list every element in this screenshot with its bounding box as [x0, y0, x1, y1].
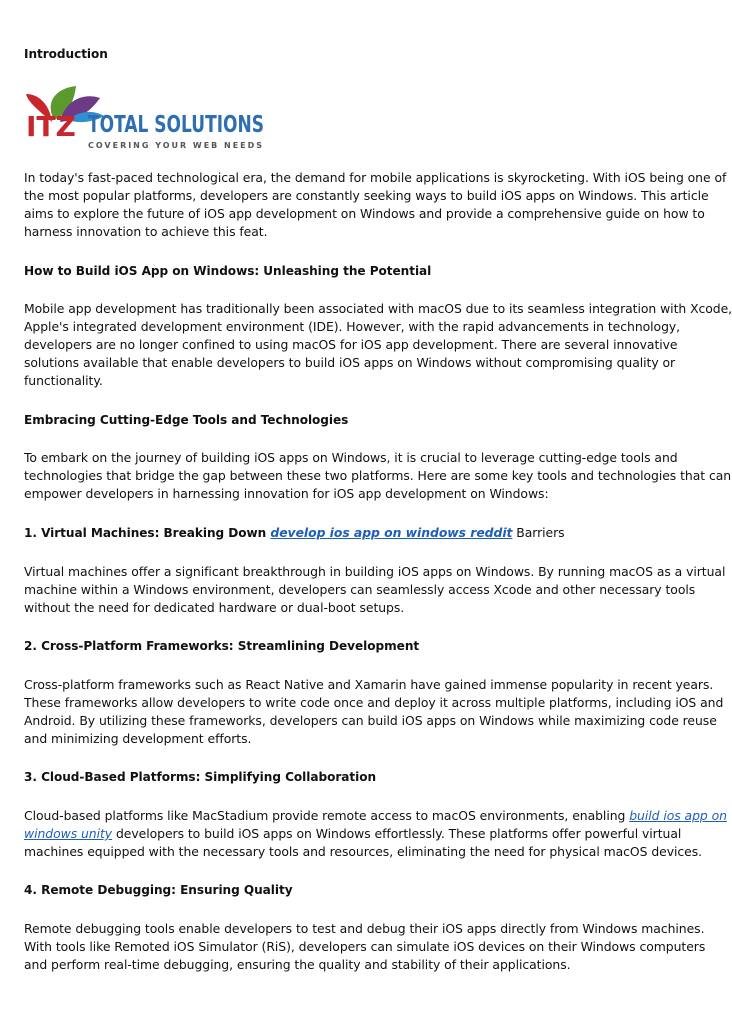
vm-line: machine within a Windows environment, developers can seamlessly access Xcode and other necessary tools [24, 582, 696, 597]
tools-line: To embark on the journey of building iOS apps on Windows, it is crucial to leverage cutting-edge tools and [24, 450, 678, 465]
heading-how-to-build: How to Build iOS App on Windows: Unleashing the Potential [24, 264, 432, 278]
remote-line: Remote debugging tools enable developers to test and debug their iOS apps directly from Windows machines. [24, 921, 705, 936]
logo-tagline: COVERING YOUR WEB NEEDS [88, 141, 264, 150]
intro-line: the most popular platforms, developers are constantly seeking ways to build iOS apps on Windows. This article [24, 188, 709, 203]
link-develop-ios-app-reddit[interactable]: develop ios app on windows reddit [270, 525, 513, 540]
tools-line: technologies that bridge the gap between these two platforms. Here are some key tools and technologies that can [24, 468, 732, 483]
link-build-ios-app-windows-unity[interactable]: build ios app on [629, 808, 727, 823]
itz-total-solutions-logo [24, 80, 270, 152]
logo-brand-name: TOTAL SOLUTIONS [88, 112, 264, 138]
cloud-line [24, 825, 681, 843]
cross-line: and minimizing development efforts. [24, 731, 252, 746]
link-build-ios-app-windows-unity-cont[interactable]: windows unity [24, 826, 113, 841]
logo-itz-text: ITZ [26, 110, 76, 143]
heading-cloud-platforms: 3. Cloud-Based Platforms: Simplifying Collaboration [24, 770, 377, 784]
cross-line: Android. By utilizing these frameworks, developers can build iOS apps on Windows while maximizing code reuse [24, 713, 717, 728]
heading-cross-platform: 2. Cross-Platform Frameworks: Streamlining Development [24, 639, 420, 653]
heading-vm-text: 1. Virtual Machines: Breaking Down [24, 526, 271, 540]
howto-line: solutions available that enable developers to build iOS apps on Windows without compromising quality or [24, 355, 676, 370]
heading-remote-debugging: 4. Remote Debugging: Ensuring Quality [24, 883, 293, 897]
vm-line: without the need for dedicated hardware or dual-boot setups. [24, 600, 405, 615]
howto-line: Apple's integrated development environment (IDE). However, with the rapid advancements in technology, [24, 319, 681, 334]
cloud-line1-text: Cloud-based platforms like MacStadium provide remote access to macOS environments, enabling [24, 808, 630, 823]
cross-line: These frameworks allow developers to write code once and deploy it across multiple platforms, including iOS and [24, 695, 724, 710]
howto-line: functionality. [24, 373, 103, 388]
heading-tools: Embracing Cutting-Edge Tools and Technologies [24, 413, 349, 427]
cloud-line2-text: developers to build iOS apps on Windows effortlessly. These platforms offer powerful virtual [112, 826, 682, 841]
intro-line: aims to explore the future of iOS app development on Windows and provide a comprehensive guide on how to [24, 206, 705, 221]
tools-line: empower developers in harnessing innovation for iOS app development on Windows: [24, 486, 549, 501]
heading-introduction: Introduction [24, 47, 108, 61]
intro-line: harness innovation to achieve this feat. [24, 224, 268, 239]
vm-line: Virtual machines offer a significant breakthrough in building iOS apps on Windows. By running macOS as a virtual [24, 564, 726, 579]
cloud-line: machines equipped with the necessary tools and resources, eliminating the need for physical macOS devices. [24, 844, 703, 859]
heading-virtual-machines [24, 524, 565, 542]
remote-line: and perform real-time debugging, ensuring the quality and stability of their applications. [24, 957, 571, 972]
howto-line: Mobile app development has traditionally been associated with macOS due to its seamless integration with Xcode, [24, 301, 732, 316]
intro-line: In today's fast-paced technological era, the demand for mobile applications is skyrocketing. With iOS being one of [24, 170, 727, 185]
heading-vm-after: Barriers [512, 525, 565, 540]
cloud-line [24, 807, 727, 825]
howto-line: developers are no longer confined to using macOS for iOS app development. There are several innovative [24, 337, 678, 352]
cross-line: Cross-platform frameworks such as React Native and Xamarin have gained immense popularity in recent years. [24, 677, 714, 692]
remote-line: With tools like Remoted iOS Simulator (RiS), developers can simulate iOS devices on their Windows computers [24, 939, 706, 954]
